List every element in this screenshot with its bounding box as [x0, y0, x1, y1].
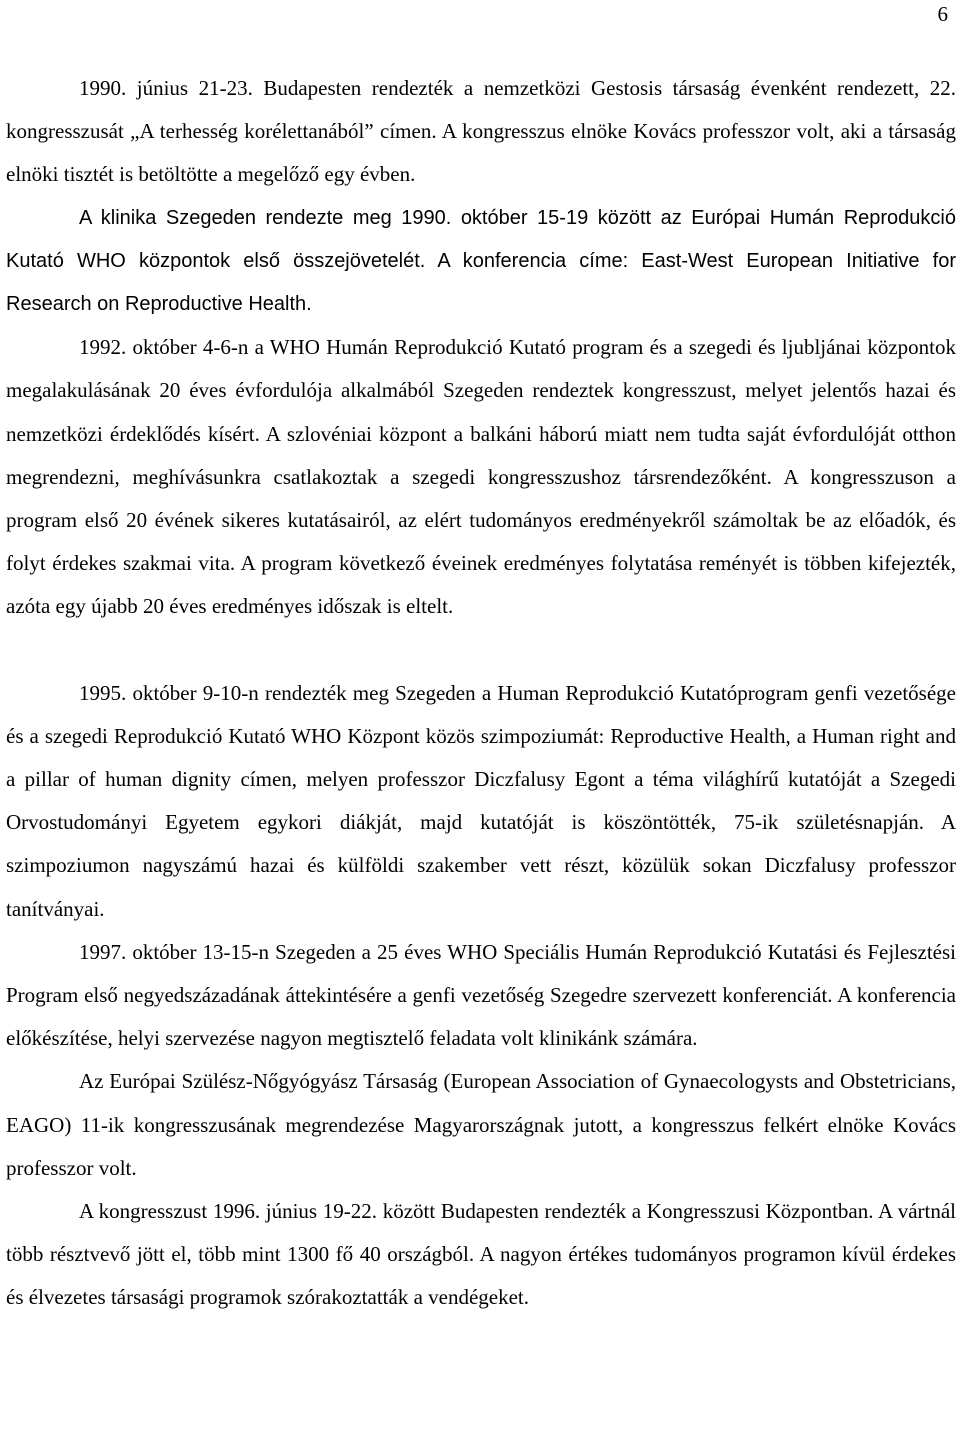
- paragraph-who-centers-meeting: A klinika Szegeden rendezte meg 1990. október 15-19 között az Európai Humán Reprodukció Kutató WHO központok első összejövetelét. A konferencia címe: East-West European Initiative for Research on Reproductive Health.: [6, 206, 956, 316]
- paragraph-eago-congress: Az Európai Szülész-Nőgyógyász Társaság (European Association of Gynaecologysts and Obstetricians, EAGO) 11-ik kongresszusának megrendezése Magyarországnak jutott, a kongresszus felkért elnöke Kovács professzor volt.: [6, 1069, 956, 1180]
- paragraph-1996-congress-budapest: A kongresszust 1996. június 19-22. között Budapesten rendezték a Kongresszusi Központban. A vártnál több résztvevő jött el, több mint 1300 fő 40 országból. A nagyon értékes tudományos programon kívül érdekes és élvezetes társasági programok szórakoztatták a vendégeket.: [6, 1199, 956, 1310]
- paragraph-gestosis-congress: 1990. június 21-23. Budapesten rendezték a nemzetközi Gestosis társaság évenként rendezett, 22. kongresszusát „A terhesség korélettanából” címen. A kongresszus elnöke Kovács professzor volt, aki a társaság elnöki tisztét is betöltötte a megelőző egy évben.: [6, 76, 956, 187]
- paragraph-1997-conference: 1997. október 13-15-n Szegeden a 25 éves WHO Speciális Humán Reprodukció Kutatási és Fejlesztési Program első negyedszázadának áttekintésére a genfi vezetőség Szegedre szervezett konferenciát. A konferencia előkészítése, helyi szervezése nagyon megtisztelő feladata volt klinikánk számára.: [6, 939, 956, 1051]
- page-number: 6: [937, 2, 948, 26]
- paragraph-1995-symposium: 1995. október 9-10-n rendezték meg Szegeden a Human Reprodukció Kutatóprogram genfi vezetősége és a szegedi Reprodukció Kutató WHO Központ közös szimpoziumát: Reproductive Health, a Human right and a pillar of human dignity címen, melyen professzor Diczfalusy Egont a téma világhírű kutatóját a Szegedi Orvostudományi Egyetem egykori diákját, majd kutatóját is köszöntötték, 75-ik születésnapján. A szimpoziumon nagyszámú hazai és külföldi szakember vett részt, közülük sokan Diczfalusy professzor tanítványai.: [6, 680, 956, 921]
- paragraph-1992-congress: 1992. október 4-6-n a WHO Humán Reprodukció Kutató program és a szegedi és ljubljánai központok megalakulásának 20 éves évfordulója alkalmából Szegeden rendeztek kongresszust, melyet jelentős hazai és nemzetközi érdeklődés kísért. A szlovéniai központ a balkáni háború miatt nem tudta saját évfordulóját otthon megrendezni, meghívásunkra csatlakoztak a szegedi kongresszushoz társrendezőként. A kongresszuson a program első 20 évének sikeres kutatásairól, az elért tudományos eredményekről számoltak be az előadók, és folyt érdekes szakmai vita. A program következő éveinek eredményes folytatása reményét is többen kifejezték, azóta egy újabb 20 éves eredményes időszak is eltelt.: [6, 335, 956, 619]
- document-body: [6, 67, 956, 1320]
